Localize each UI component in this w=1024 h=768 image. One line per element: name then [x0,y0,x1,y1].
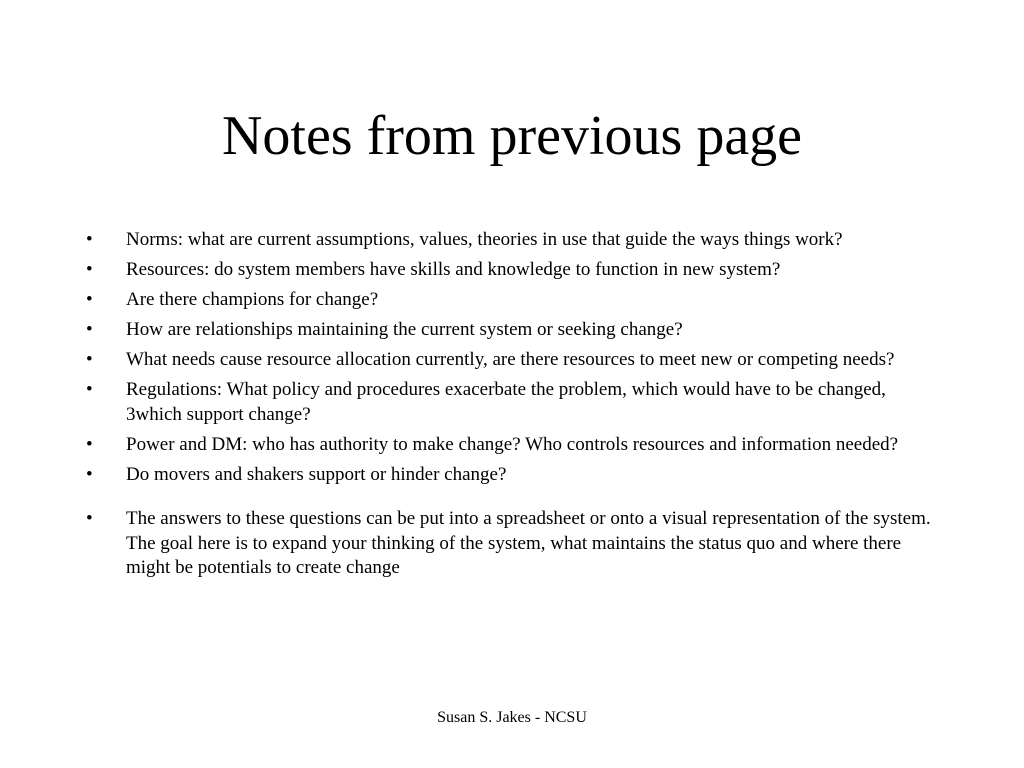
bullet-text: The answers to these questions can be put into a spreadsheet or onto a visual representation of the system. The goal here is to expand your thinking of the system, what maintains the status quo and where there might be potentials to create change [126,508,931,578]
bullet-item-power [86,433,946,458]
bullet-item-norms [86,228,946,253]
bullet-text: Regulations: What policy and procedures exacerbate the problem, which would have to be changed, 3which support change? [126,379,886,425]
bullet-text: Resources: do system members have skills and knowledge to function in new system? [126,259,781,280]
bullet-item-resources [86,258,946,283]
bullet-text: Power and DM: who has authority to make change? Who controls resources and information needed? [126,433,899,455]
bullet-text: What needs cause resource allocation currently, are there resources to meet new or competing needs? [126,349,895,370]
bullet-item-regulations [86,378,946,427]
bullet-text: Do movers and shakers support or hinder change? [126,463,507,485]
bullet-text: Are there champions for change? [126,289,379,310]
bullet-text: How are relationships maintaining the current system or seeking change? [126,319,683,340]
bullet-icon: • [86,259,93,280]
slide-title: Notes from previous page [221,105,803,167]
bullet-icon: • [86,289,93,310]
bullet-icon: • [86,379,93,400]
bullet-item-relationships [86,318,946,343]
bullet-item-answers [86,507,946,581]
bullet-item-needs [86,348,946,373]
bullet-icon: • [86,433,93,455]
bullet-icon: • [86,463,93,485]
bullet-icon: • [86,508,93,529]
bullet-icon: • [86,319,93,340]
bullet-item-movers [86,463,946,488]
bullet-icon: • [86,229,93,250]
bullet-list [86,228,946,586]
bullet-item-champions [86,288,946,313]
slide-footer: Susan S. Jakes - NCSU [437,709,587,726]
bullet-text: Norms: what are current assumptions, values, theories in use that guide the ways things work? [126,229,843,250]
bullet-icon: • [86,349,93,370]
